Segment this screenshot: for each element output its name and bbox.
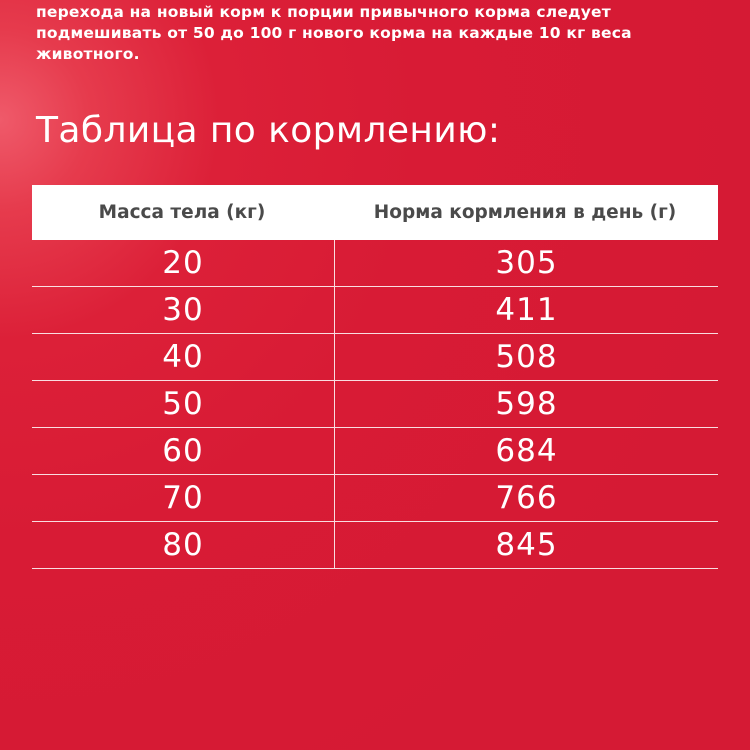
intro-line: подмешивать от 50 до 100 г нового корма на каждые 10 кг веса bbox=[36, 24, 632, 42]
body-mass-cell: 40 bbox=[32, 334, 335, 380]
daily-norm-cell: 598 bbox=[495, 386, 558, 422]
table-row bbox=[32, 475, 718, 522]
daily-norm-cell: 684 bbox=[495, 433, 558, 469]
table-row bbox=[32, 287, 718, 334]
table-row bbox=[32, 428, 718, 475]
table-row bbox=[32, 240, 718, 287]
table-row bbox=[32, 334, 718, 381]
body-mass-cell: 80 bbox=[32, 522, 335, 568]
body-mass-cell: 30 bbox=[32, 287, 335, 333]
daily-norm-cell: 766 bbox=[495, 480, 558, 516]
daily-norm-cell: 845 bbox=[495, 527, 558, 563]
daily-norm-cell: 508 bbox=[495, 339, 558, 375]
table-header bbox=[32, 185, 718, 240]
body-mass-cell: 20 bbox=[32, 240, 335, 286]
header-body-mass: Масса тела (кг) bbox=[98, 202, 266, 223]
intro-line: животного. bbox=[36, 45, 140, 63]
daily-norm-cell: 305 bbox=[495, 245, 558, 281]
intro-line: перехода на новый корм к порции привычного корма следует bbox=[36, 3, 611, 21]
body-mass-cell: 70 bbox=[32, 475, 335, 521]
daily-norm-cell: 411 bbox=[495, 292, 558, 328]
feeding-table bbox=[32, 185, 718, 569]
feeding-table-heading: Таблица по кормлению: bbox=[36, 110, 501, 151]
body-mass-cell: 50 bbox=[32, 381, 335, 427]
header-daily-norm: Норма кормления в день (г) bbox=[373, 202, 677, 223]
table-row bbox=[32, 522, 718, 569]
body-mass-cell: 60 bbox=[32, 428, 335, 474]
intro-text bbox=[36, 2, 726, 65]
table-row bbox=[32, 381, 718, 428]
